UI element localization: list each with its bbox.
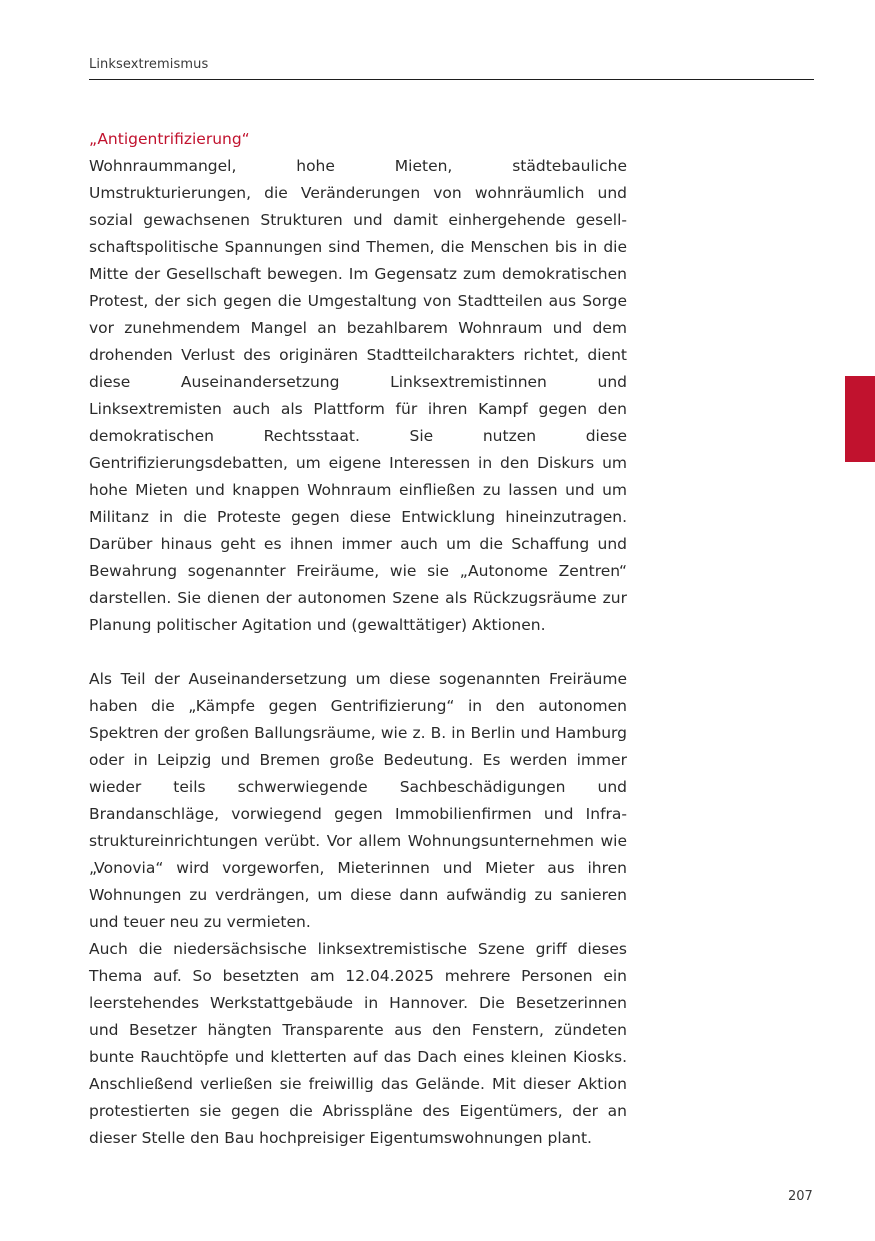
main-content <box>89 126 627 1152</box>
body-paragraph: Auch die niedersächsische linksextremistische Szene griff dieses Thema auf. So besetzten am 12.04.2025 mehrere Personen ein leerstehendes Werkstattgebäude in Hannover. Die Besetzerinnen und Besetzer hängten Transparente aus den Fenstern, zündeten bunte Rauchtöpfe und kletterten auf das Dach eines kleinen Kiosks. Anschließend verließen sie freiwillig das Gelände. Mit dieser Aktion protestierten sie gegen die Abrisspläne des Eigentümers, der an dieser Stelle den Bau hochpreisiger Eigentumswohnungen plant. <box>89 940 627 1147</box>
page-number: 207 <box>788 1189 813 1204</box>
body-paragraph: Als Teil der Auseinandersetzung um diese sogenannten Freiräume haben die „Kämpfe gegen Gentrifizierung“ in den autonomen Spektren der großen Ballungsräume, wie z. B. in Berlin und Hamburg oder in Leipzig und Bremen große Bedeutung. Es werden immer wieder teils schwerwiegende Sachbeschädigungen und Brandanschläge, vorwiegend gegen Immobilienfirmen und Infrastruktureinrichtungen verübt. Vor allem Wohnungsunternehmen wie „Vonovia“ wird vorgeworfen, Mieterinnen und Mieter aus ihren Wohnungen zu verdrängen, um diese dann aufwändig zu sanieren und teuer neu zu vermieten. <box>89 670 627 931</box>
running-header: Linksextremismus <box>89 57 209 72</box>
section-heading: „Antigentrifizierung“ <box>89 130 250 148</box>
chapter-marker-tab <box>845 376 875 462</box>
body-paragraph: Wohnraummangel, hohe Mieten, städtebauliche Umstrukturierungen, die Veränderungen von wohnräumlich und sozial gewachsenen Strukturen und damit einhergehende gesellschaftspolitische Spannungen sind Themen, die Menschen bis in die Mitte der Gesellschaft bewegen. Im Gegensatz zum demokratischen Protest, der sich gegen die Umgestaltung von Stadtteilen aus Sorge vor zunehmendem Mangel an bezahlbarem Wohnraum und dem drohenden Verlust des originären Stadtteilcharakters richtet, dient diese Auseinandersetzung Linksextremistinnen und Linksextremisten auch als Plattform für ihren Kampf gegen den demokratischen Rechtsstaat. Sie nutzen diese Gentrifizierungsdebatten, um eigene Interessen in den Diskurs um hohe Mieten und knappen Wohnraum einfließen zu lassen und um Militanz in die Proteste gegen diese Entwicklung hineinzutragen. Darüber hinaus geht es ihnen immer auch um die Schaffung und Bewahrung sogenannter Freiräume, wie sie „Autonome Zentren“ darstellen. Sie dienen der autonomen Szene als Rückzugsräume zur Planung politischer Agitation und (gewalttätiger) Aktionen. <box>89 157 627 634</box>
header-divider <box>89 79 814 80</box>
